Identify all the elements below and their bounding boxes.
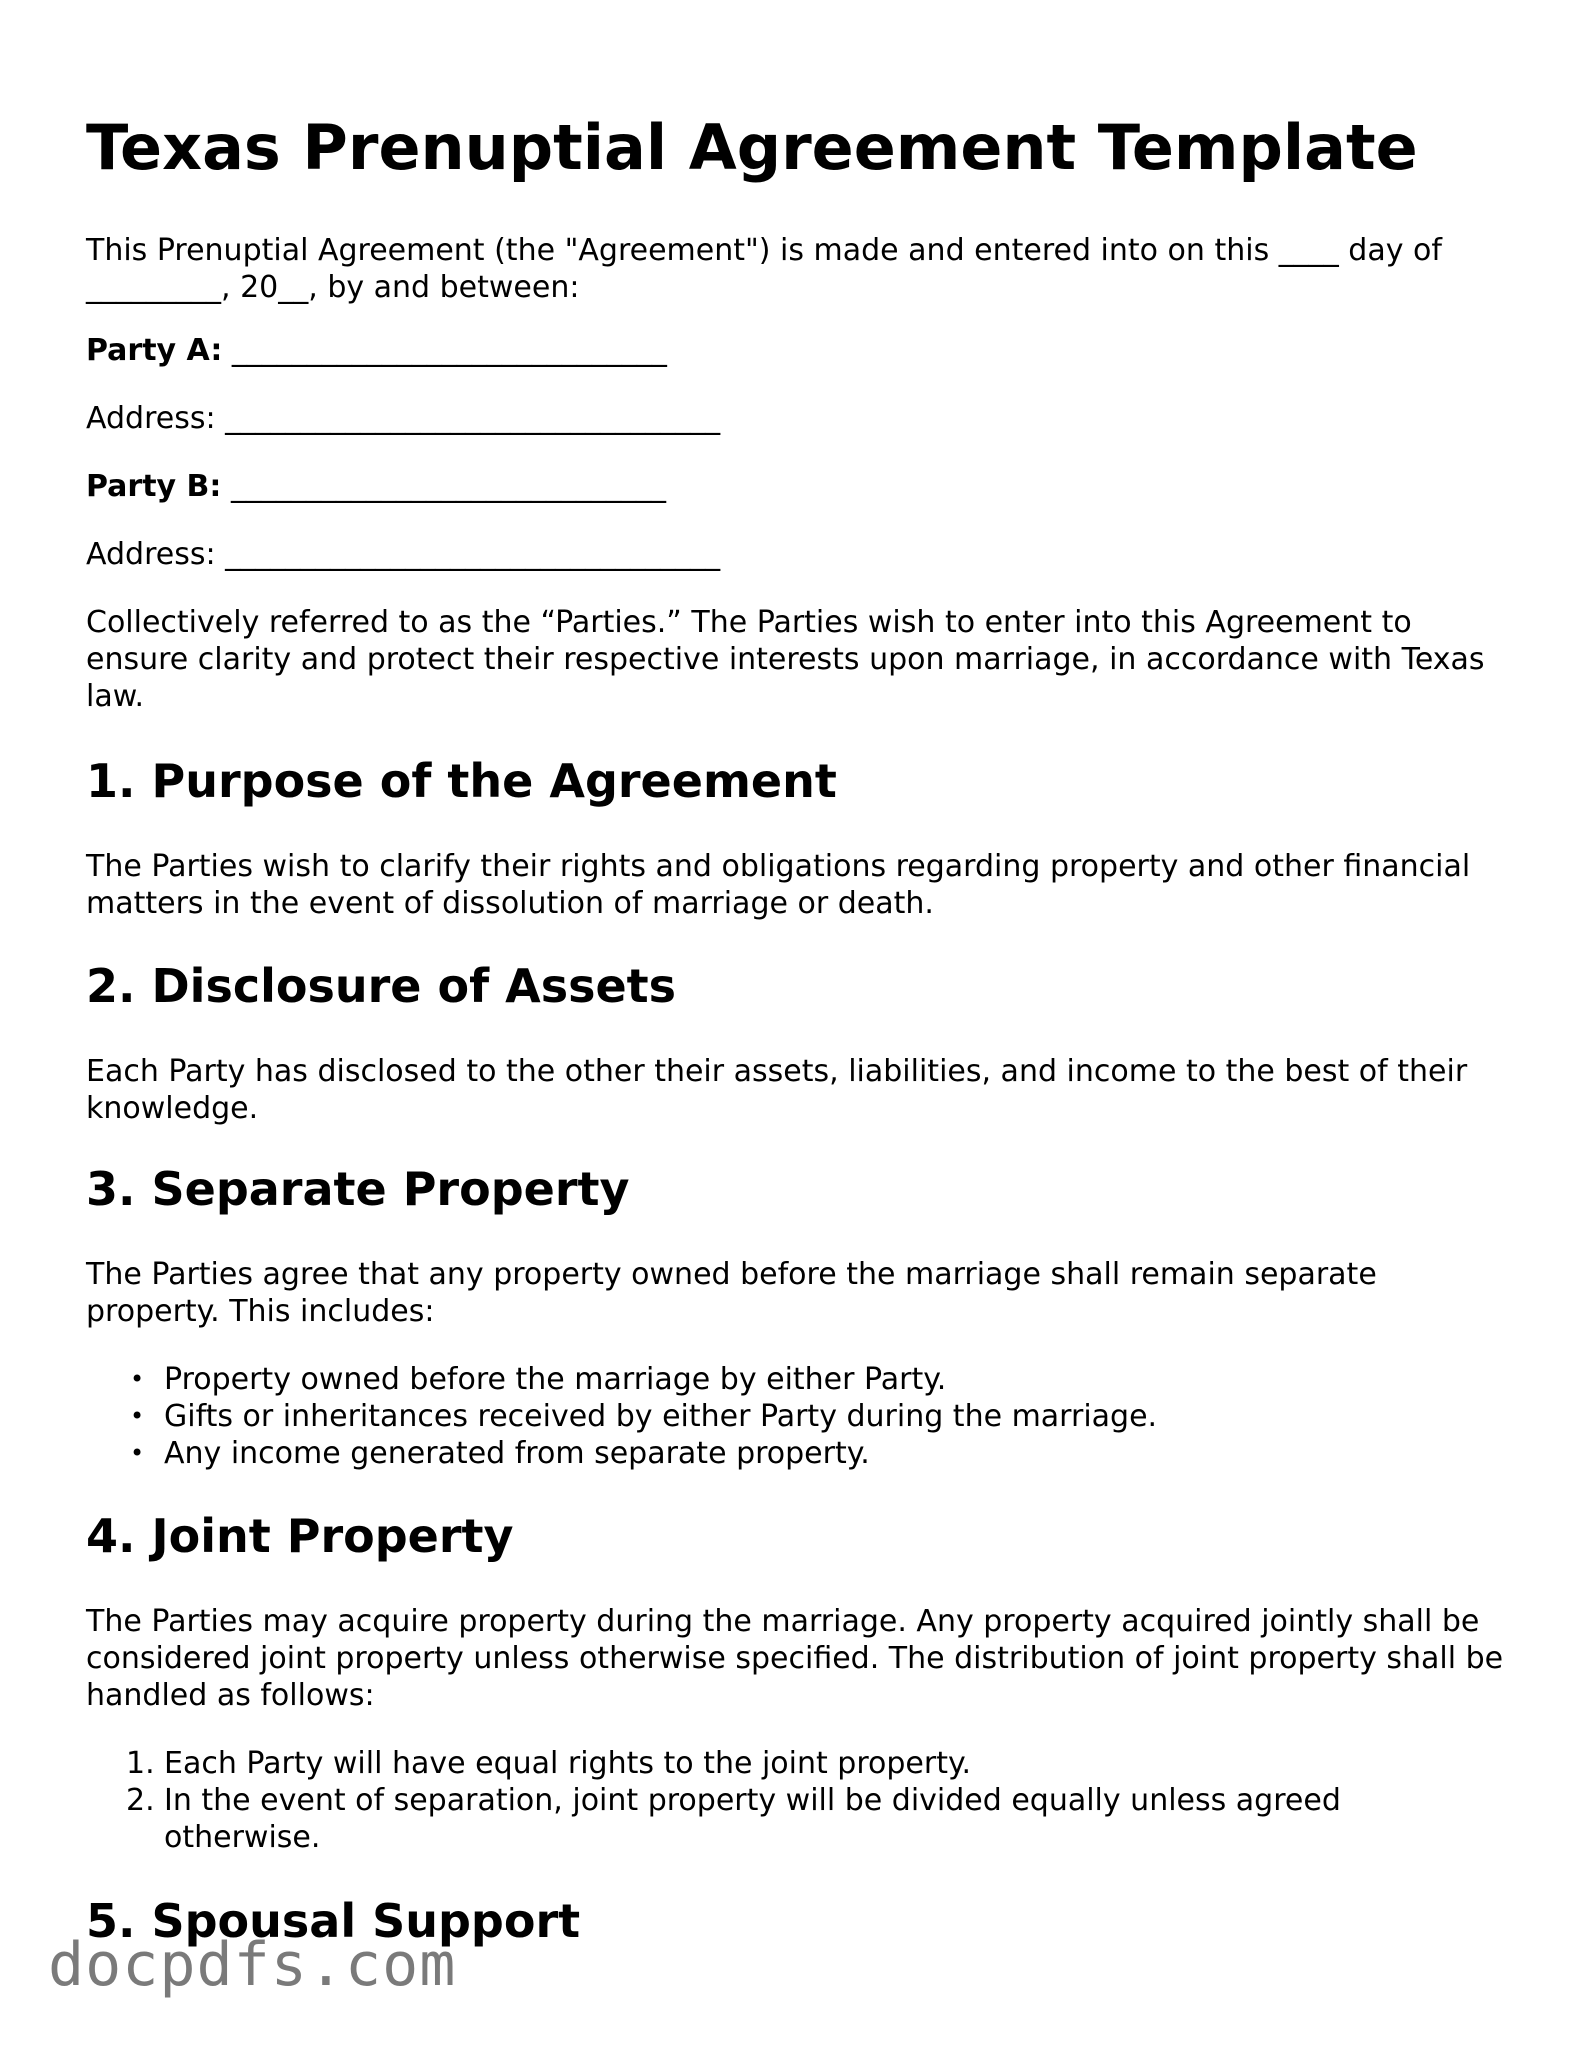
party-b-blank: _____________________________ [230, 469, 666, 504]
section-heading-joint-property: 4. Joint Property [86, 1509, 514, 1563]
collective-paragraph: Collectively referred to as the “Parties.” The Parties wish to enter into this Agreement to ensure clarity and protect their respective interests upon marriage, in accordance with Texas law. [86, 605, 1485, 714]
section-heading-spousal-support: 5. Spousal Support [86, 1894, 581, 1948]
section-heading-separate-property: 3. Separate Property [86, 1162, 630, 1216]
bullet-marker: • [130, 1402, 145, 1430]
list-number: 1. [126, 1746, 155, 1781]
intro-paragraph: This Prenuptial Agreement (the "Agreement") is made and entered into on this ____ day of _________, 20__, by and between: [86, 233, 1442, 305]
section-body-disclosure: Each Party has disclosed to the other their assets, liabilities, and income to the best of their knowledge. [86, 1054, 1468, 1126]
bullet-marker: • [130, 1439, 145, 1467]
bullet-marker: • [130, 1365, 145, 1393]
section-body-joint-property: The Parties may acquire property during the marriage. Any property acquired jointly shall be considered joint property unless otherwise specified. The distribution of joint property shall be handled as follows: [86, 1604, 1504, 1713]
party-b-address-blank: _________________________________ [225, 537, 721, 572]
party-a-blank: _____________________________ [231, 333, 667, 368]
party-b-label: Party B: [86, 469, 222, 504]
party-a-address-label: Address: [86, 401, 216, 436]
party-b-field [86, 468, 666, 505]
list-item: • Any income generated from separate property. [130, 1436, 870, 1471]
list-item: • Property owned before the marriage by either Party. [130, 1362, 947, 1397]
list-number: 2. [126, 1783, 155, 1818]
list-item: • Gifts or inheritances received by either Party during the marriage. [130, 1399, 1158, 1434]
section-heading-disclosure: 2. Disclosure of Assets [86, 959, 677, 1013]
section-body-separate-property: The Parties agree that any property owned before the marriage shall remain separate property. This includes: [86, 1257, 1377, 1329]
separate-property-list [86, 1361, 1464, 1472]
party-b-address-label: Address: [86, 537, 216, 572]
section-body-purpose: The Parties wish to clarify their rights and obligations regarding property and other financial matters in the event of dissolution of marriage or death. [86, 849, 1471, 921]
party-a-address-blank: _________________________________ [225, 401, 721, 436]
joint-property-list [86, 1745, 1464, 1856]
watermark-logo: docpdfs.com [48, 1930, 457, 2000]
party-a-address-field [86, 400, 720, 437]
party-a-field [86, 332, 667, 369]
document-title: Texas Prenuptial Agreement Template [86, 111, 1418, 184]
party-a-label: Party A: [86, 333, 223, 368]
list-item: 2. In the event of separation, joint property will be divided equally unless agreed otherwise. [126, 1783, 1341, 1855]
party-b-address-field [86, 536, 720, 573]
section-heading-purpose: 1. Purpose of the Agreement [86, 754, 837, 808]
list-item: 1. Each Party will have equal rights to the joint property. [126, 1746, 971, 1781]
